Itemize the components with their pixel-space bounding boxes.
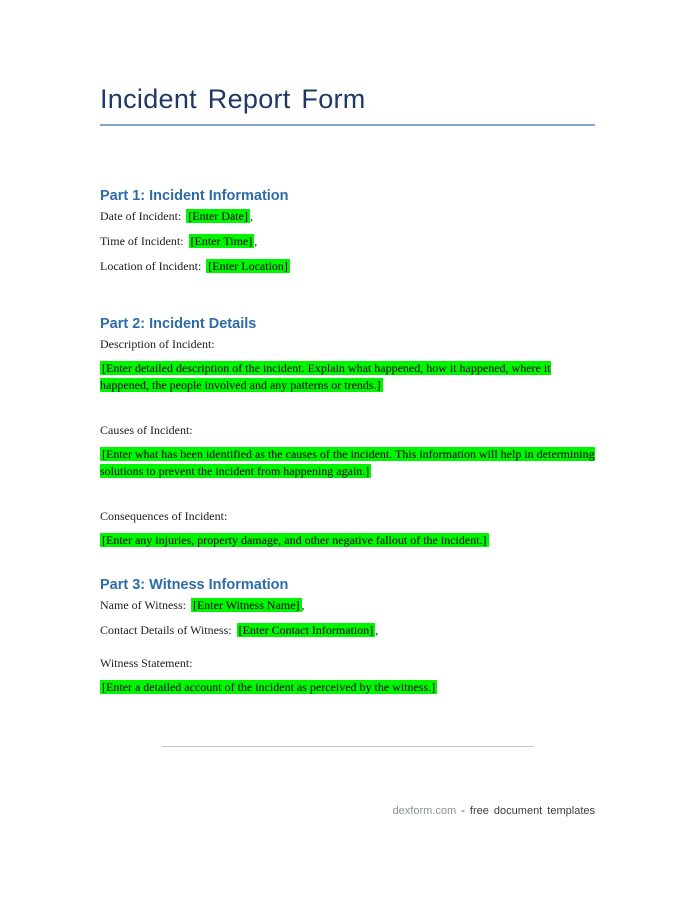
consequences-label: Consequences of Incident:	[100, 509, 228, 523]
field-location-of-incident	[100, 258, 595, 275]
dexform-link[interactable]: dexform.com	[392, 805, 457, 817]
field-date-of-incident	[100, 208, 595, 225]
causes-placeholder-field[interactable]: [Enter what has been identified as the causes of the incident. This information will help in determining solutions to prevent the incident from happening again.]	[100, 447, 595, 478]
field-time-of-incident	[100, 233, 595, 250]
causes-label: Causes of Incident:	[100, 423, 193, 437]
witness-statement-field-row	[100, 679, 595, 696]
consequences-placeholder-field[interactable]: [Enter any injuries, property damage, and other negative fallout of the incident.]	[102, 533, 487, 547]
field-label: Name of Witness:	[100, 598, 186, 612]
section-incident-details	[100, 316, 595, 549]
field-label: Location of Incident:	[100, 259, 202, 273]
field-contact-details	[100, 622, 595, 639]
witness-contact-placeholder-field[interactable]: [Enter Contact Information]	[238, 623, 374, 637]
date-placeholder-field[interactable]: [Enter Date]	[188, 209, 248, 223]
page-footer	[100, 805, 595, 818]
consequences-field-row	[100, 532, 595, 549]
section-incident-information	[100, 188, 595, 275]
causes-field-row	[100, 446, 595, 480]
section-heading: Part 3: Witness Information	[100, 577, 289, 593]
witness-name-placeholder-field[interactable]: [Enter Witness Name]	[192, 598, 300, 612]
description-field-row	[100, 360, 595, 394]
signature-line: ______________________________________________________________	[161, 734, 534, 748]
field-suffix: ,	[301, 598, 305, 612]
description-label: Description of Incident:	[100, 337, 215, 351]
witness-statement-placeholder-field[interactable]: [Enter a detailed account of the incident as perceived by the witness.]	[102, 680, 436, 694]
title-divider	[100, 124, 595, 126]
section-heading: Part 2: Incident Details	[100, 316, 257, 332]
location-placeholder-field[interactable]: [Enter Location]	[208, 259, 288, 273]
field-suffix: ,	[254, 234, 258, 248]
field-suffix: ,	[375, 623, 379, 637]
page-title: Incident Report Form	[100, 84, 366, 114]
field-label: Time of Incident:	[100, 234, 184, 248]
footer-tagline: - free document templates	[461, 805, 595, 817]
witness-statement-label: Witness Statement:	[100, 656, 193, 670]
field-label: Date of Incident:	[100, 209, 182, 223]
field-suffix: ,	[249, 209, 253, 223]
description-placeholder-field[interactable]: [Enter detailed description of the incident. Explain what happened, how it happened, where it happened, the people involved and any patterns or trends.]	[100, 361, 551, 392]
section-heading: Part 1: Incident Information	[100, 188, 289, 204]
section-witness-information	[100, 577, 595, 696]
field-label: Contact Details of Witness:	[100, 623, 232, 637]
time-placeholder-field[interactable]: [Enter Time]	[190, 234, 253, 248]
field-name-of-witness	[100, 597, 595, 614]
